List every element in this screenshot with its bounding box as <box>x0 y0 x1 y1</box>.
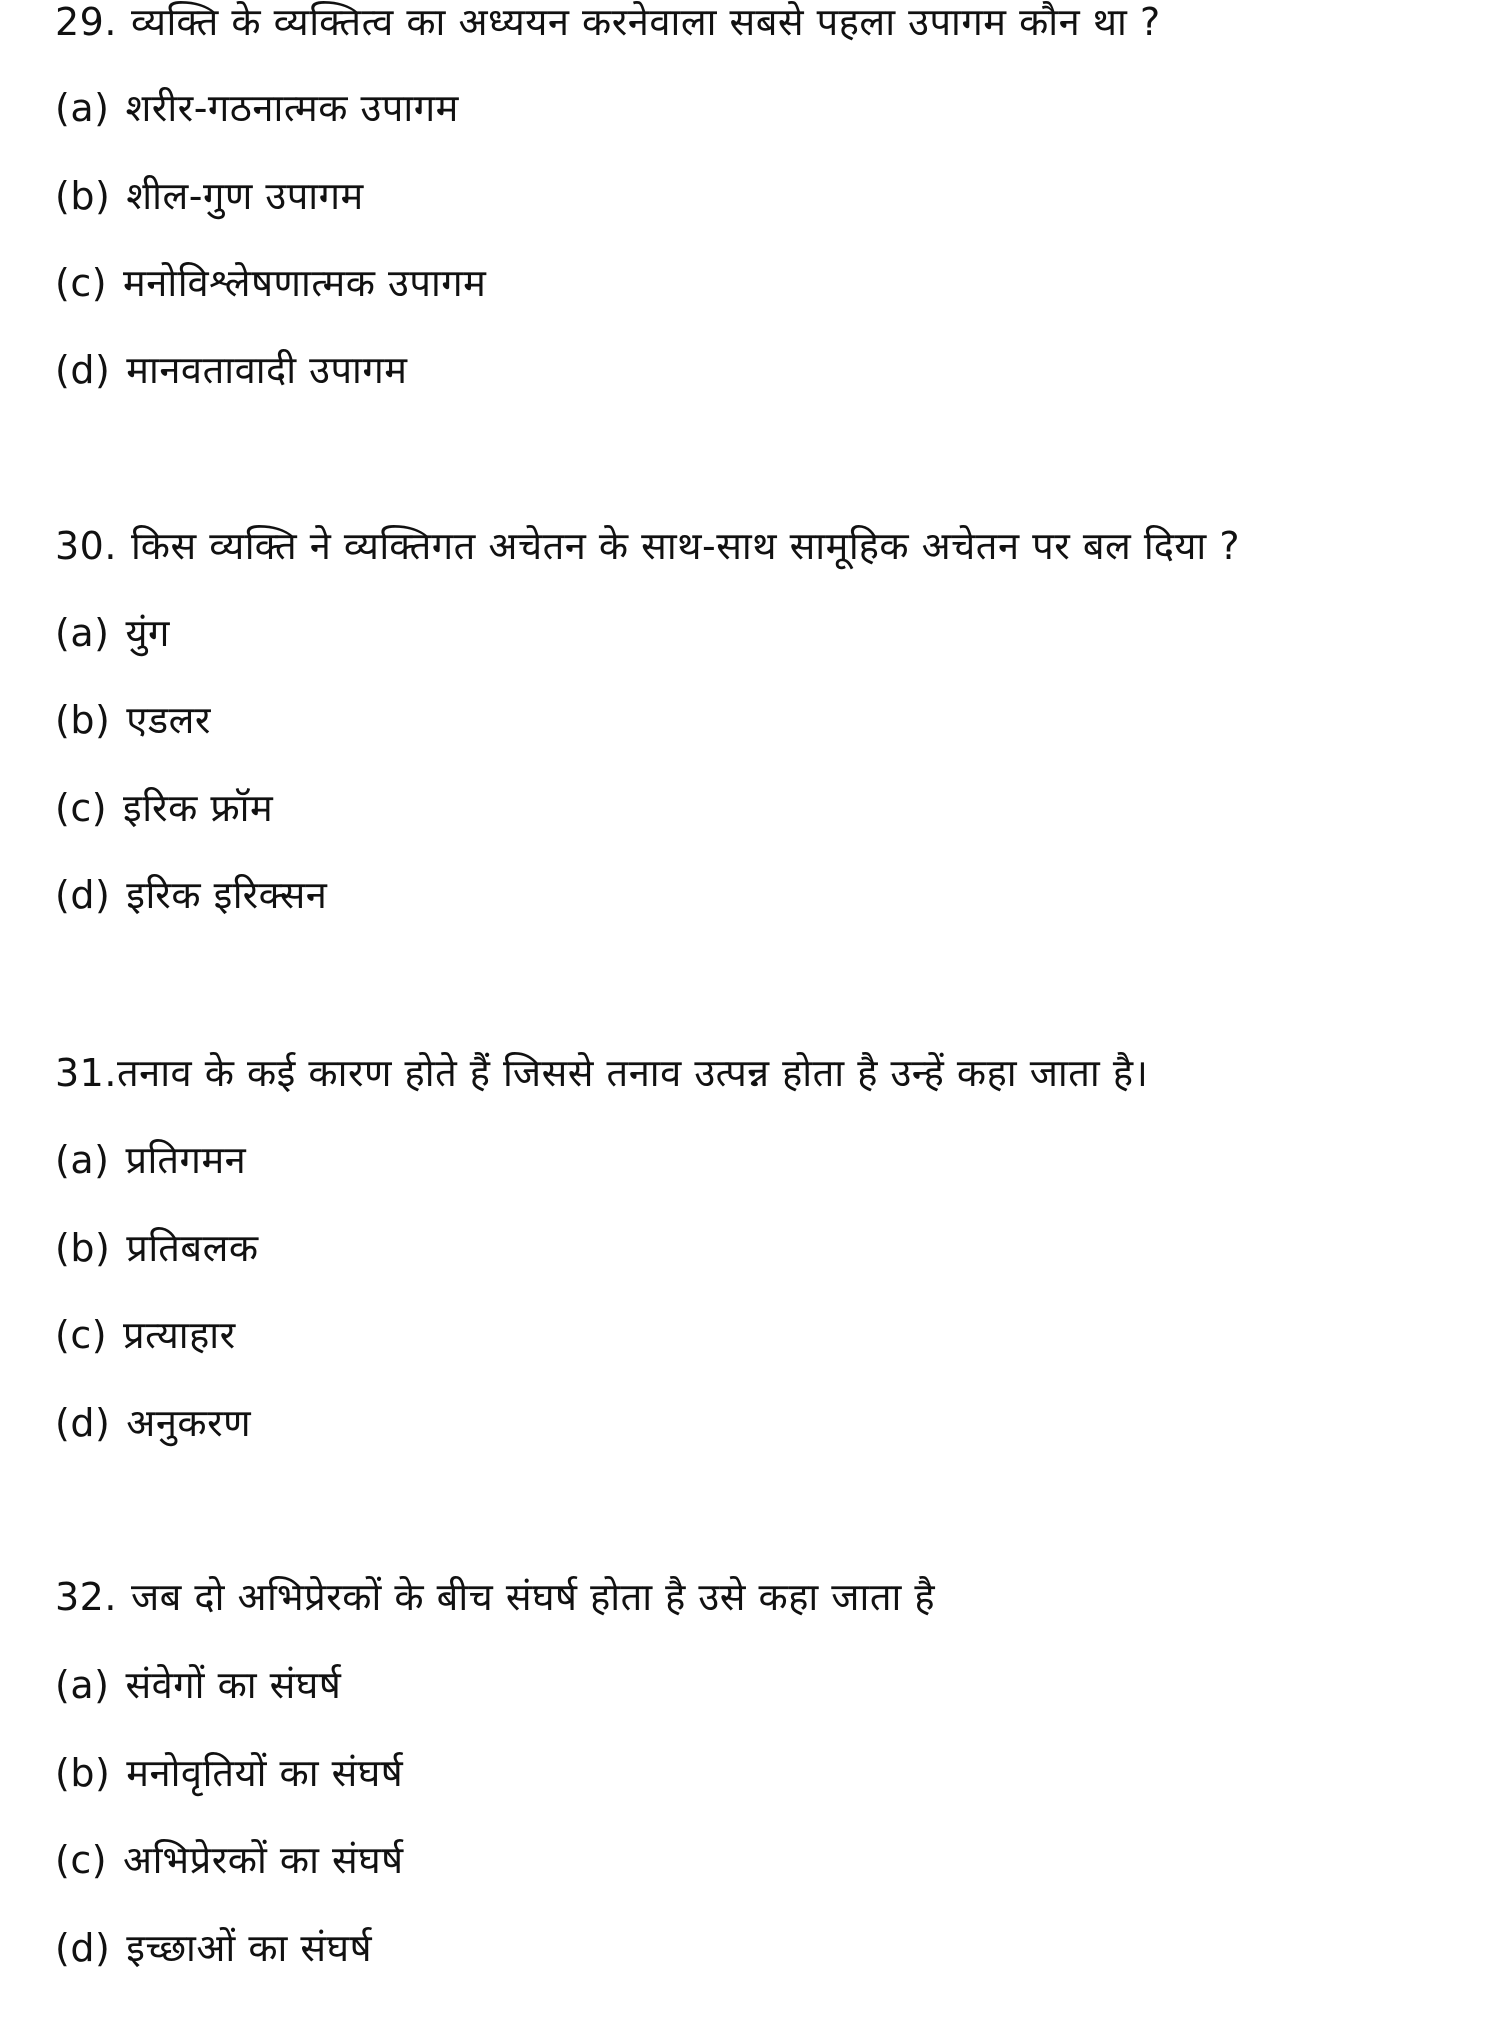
question-32-option-a <box>55 1659 341 1711</box>
question-30-option-a <box>55 607 170 659</box>
option-text: प्रतिगमन <box>125 1138 247 1182</box>
option-text: शरीर-गठनात्मक उपागम <box>125 86 459 130</box>
question-text: तनाव के कई कारण होते हैं जिससे तनाव उत्पन्न होता है उन्हें कहा जाता है। <box>116 1051 1149 1095</box>
question-text: जब दो अभिप्रेरकों के बीच संघर्ष होता है उसे कहा जाता है <box>130 1575 936 1619</box>
question-32-option-c <box>55 1834 404 1886</box>
question-31-option-b <box>55 1222 259 1274</box>
question-31-option-a <box>55 1134 246 1186</box>
question-text: व्यक्ति के व्यक्तित्व का अध्ययन करनेवाला सबसे पहला उपागम कौन था ? <box>130 0 1161 44</box>
option-text: शील-गुण उपागम <box>126 174 364 218</box>
question-32-option-d <box>55 1922 372 1974</box>
option-label: (c) <box>55 786 108 830</box>
option-label: (d) <box>55 348 111 392</box>
question-32-option-b <box>55 1747 403 1799</box>
option-label: (a) <box>55 1138 110 1182</box>
question-29-option-a <box>55 82 459 134</box>
option-text: मनोवृतियों का संघर्ष <box>126 1751 404 1795</box>
question-29 <box>55 0 1161 48</box>
question-number: 30. <box>55 524 117 568</box>
question-31-option-d <box>55 1397 251 1449</box>
option-label: (b) <box>55 1226 111 1270</box>
option-label: (d) <box>55 1401 111 1445</box>
question-number: 32. <box>55 1575 117 1619</box>
option-text: अभिप्रेरकों का संघर्ष <box>123 1838 404 1882</box>
option-text: मनोविश्लेषणात्मक उपागम <box>123 261 487 305</box>
option-text: इरिक फ्रॉम <box>123 786 274 830</box>
question-29-option-b <box>55 170 364 222</box>
option-label: (d) <box>55 1926 111 1970</box>
option-text: संवेगों का संघर्ष <box>125 1663 342 1707</box>
question-number: 31. <box>55 1051 117 1095</box>
option-label: (a) <box>55 1663 110 1707</box>
option-text: एडलर <box>126 698 211 742</box>
option-label: (b) <box>55 174 111 218</box>
question-30-option-c <box>55 782 273 834</box>
question-29-option-d <box>55 344 408 396</box>
option-label: (b) <box>55 1751 111 1795</box>
question-30-option-b <box>55 694 211 746</box>
option-text: अनुकरण <box>126 1401 252 1445</box>
option-text: युंग <box>125 611 170 655</box>
option-label: (d) <box>55 873 111 917</box>
option-label: (a) <box>55 86 110 130</box>
option-label: (c) <box>55 1313 108 1357</box>
question-30 <box>55 520 1240 572</box>
question-text: किस व्यक्ति ने व्यक्तिगत अचेतन के साथ-साथ सामूहिक अचेतन पर बल दिया ? <box>130 524 1241 568</box>
option-text: मानवतावादी उपागम <box>126 348 408 392</box>
question-number: 29. <box>55 0 117 44</box>
option-text: प्रतिबलक <box>126 1226 259 1270</box>
option-label: (c) <box>55 261 108 305</box>
question-30-option-d <box>55 869 327 921</box>
option-text: इच्छाओं का संघर्ष <box>126 1926 373 1970</box>
option-label: (c) <box>55 1838 108 1882</box>
option-text: इरिक इरिक्सन <box>126 873 328 917</box>
question-31 <box>55 1047 1148 1099</box>
option-text: प्रत्याहार <box>123 1313 236 1357</box>
question-29-option-c <box>55 257 486 309</box>
question-31-option-c <box>55 1309 236 1361</box>
option-label: (b) <box>55 698 111 742</box>
question-32 <box>55 1571 935 1623</box>
option-label: (a) <box>55 611 110 655</box>
